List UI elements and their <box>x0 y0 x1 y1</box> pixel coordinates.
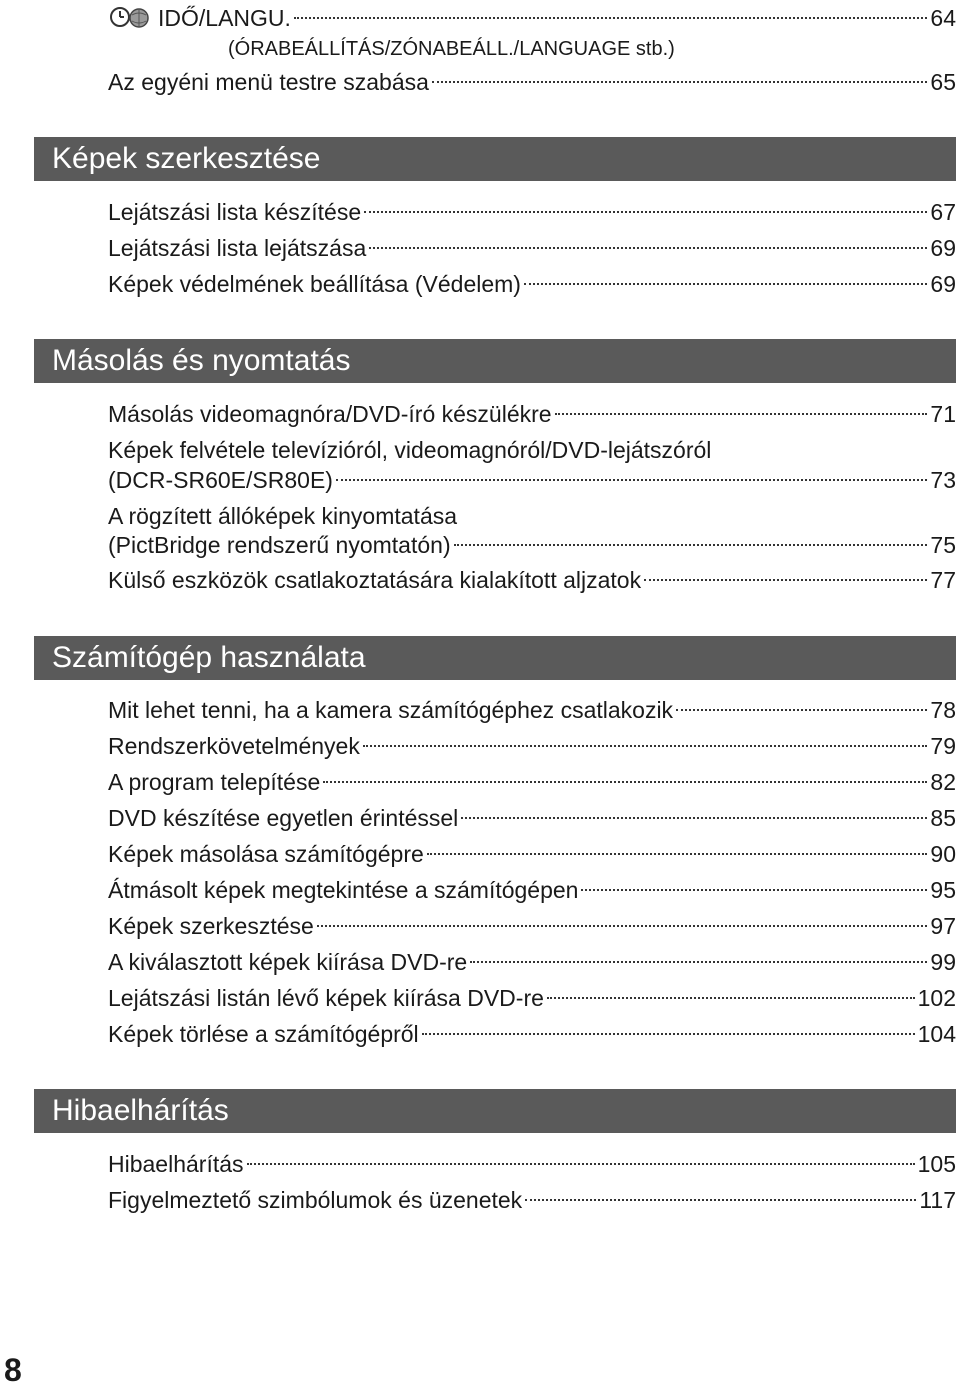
toc-entry-title: Képek törlése a számítógépről <box>108 1021 419 1047</box>
toc-dot-leader <box>336 479 927 481</box>
toc-dot-leader <box>363 745 928 747</box>
toc-page-number: 65 <box>930 69 956 95</box>
toc-dot-leader <box>525 1199 916 1201</box>
toc-page-number: 105 <box>917 1151 956 1177</box>
section-heading-masolas-es-nyomtatas: Másolás és nyomtatás <box>34 339 956 383</box>
toc-page-number: 75 <box>930 532 956 558</box>
toc-dot-leader <box>422 1033 915 1035</box>
toc-entry[interactable] <box>108 464 956 496</box>
toc-entry-title: Képek másolása számítógépre <box>108 841 424 867</box>
toc-entry-subtitle: (ÓRABEÁLLÍTÁS/ZÓNABEÁLL./LANGUAGE stb.) <box>228 38 675 60</box>
page-number: 8 <box>4 1352 22 1388</box>
toc-entry[interactable] <box>108 196 956 228</box>
toc-entry[interactable] <box>108 1148 956 1180</box>
toc-page-number: 79 <box>930 733 956 759</box>
section-heading-hibaelharitas: Hibaelhárítás <box>34 1089 956 1133</box>
toc-page-number: 69 <box>930 235 956 261</box>
toc-page-number: 99 <box>930 949 956 975</box>
toc-page-number: 90 <box>930 841 956 867</box>
section-heading-kepek-szerkesztese: Képek szerkesztése <box>34 137 956 181</box>
toc-entry[interactable] <box>108 838 956 870</box>
toc-entry-title: (DCR-SR60E/SR80E) <box>108 467 333 493</box>
toc-page-number: 117 <box>919 1187 956 1213</box>
toc-entry-title: DVD készítése egyetlen érintéssel <box>108 805 459 831</box>
toc-entry-ido-langu[interactable] <box>108 2 956 34</box>
toc-entry-title: Rendszerkövetelmények <box>108 733 360 759</box>
toc-entry[interactable] <box>108 1184 956 1216</box>
toc-entry-title: Lejátszási listán lévő képek kiírása DVD-re <box>108 985 544 1011</box>
toc-page-number: 64 <box>930 5 956 31</box>
toc-dot-leader <box>461 817 927 819</box>
toc-dot-leader <box>247 1163 915 1165</box>
toc-page-number: 82 <box>930 769 956 795</box>
toc-page-number: 85 <box>930 805 956 831</box>
toc-entry-custom-menu[interactable] <box>108 66 956 98</box>
toc-entry-title: (PictBridge rendszerű nyomtatón) <box>108 532 451 558</box>
toc-dot-leader <box>432 81 928 83</box>
toc-entry[interactable] <box>108 730 956 762</box>
toc-entry-title: A kiválasztott képek kiírása DVD-re <box>108 949 468 975</box>
toc-page-number: 73 <box>930 467 956 493</box>
toc-entry[interactable] <box>108 982 956 1014</box>
toc-entry-title: Az egyéni menü testre szabása <box>108 69 429 95</box>
toc-entry-title: IDŐ/LANGU. <box>108 2 291 34</box>
toc-entry[interactable] <box>108 694 956 726</box>
toc-dot-leader <box>454 544 928 546</box>
toc-entry[interactable] <box>108 529 956 561</box>
toc-dot-leader <box>547 997 915 999</box>
toc-page-number: 67 <box>930 199 956 225</box>
toc-entry[interactable] <box>108 564 956 596</box>
toc-dot-leader <box>555 413 928 415</box>
toc-dot-leader <box>294 17 927 19</box>
toc-entry[interactable] <box>108 910 956 942</box>
toc-dot-leader <box>644 579 927 581</box>
toc-page-number: 95 <box>930 877 956 903</box>
toc-entry-title: Mit lehet tenni, ha a kamera számítógéphez csatlakozik <box>108 697 674 723</box>
toc-page-number: 78 <box>930 697 956 723</box>
toc-page-number: 71 <box>930 401 956 427</box>
toc-entry[interactable] <box>108 232 956 264</box>
toc-entry-title-line: A rögzített állóképek kinyomtatása <box>108 503 458 529</box>
toc-entry-title: Lejátszási lista lejátszása <box>108 235 367 261</box>
toc-entry[interactable] <box>108 766 956 798</box>
toc-page-number: 77 <box>930 567 956 593</box>
toc-entry-title: A program telepítése <box>108 769 321 795</box>
toc-entry[interactable] <box>108 802 956 834</box>
toc-entry[interactable] <box>108 1018 956 1050</box>
toc-dot-leader <box>581 889 927 891</box>
toc-dot-leader <box>470 961 927 963</box>
toc-dot-leader <box>427 853 928 855</box>
toc-dot-leader <box>369 247 927 249</box>
toc-entry-title: Hibaelhárítás <box>108 1151 244 1177</box>
toc-entry-title: Figyelmeztető szimbólumok és üzenetek <box>108 1187 523 1213</box>
clock-globe-icon <box>108 4 152 30</box>
toc-page-number: 69 <box>930 271 956 297</box>
toc-dot-leader <box>364 211 927 213</box>
toc-page-number: 97 <box>930 913 956 939</box>
toc-entry[interactable] <box>108 874 956 906</box>
toc-entry-title: Képek védelmének beállítása (Védelem) <box>108 271 521 297</box>
toc-dot-leader <box>524 283 927 285</box>
toc-entry-title: Képek szerkesztése <box>108 913 314 939</box>
toc-entry-title: Külső eszközök csatlakoztatására kialakított aljzatok <box>108 567 642 593</box>
section-heading-szamitogep-hasznalata: Számítógép használata <box>34 636 956 680</box>
toc-dot-leader <box>317 925 928 927</box>
toc-entry-title: Lejátszási lista készítése <box>108 199 362 225</box>
toc-entry[interactable] <box>108 398 956 430</box>
toc-entry-title: Átmásolt képek megtekintése a számítógépen <box>108 877 579 903</box>
toc-entry-title: Másolás videomagnóra/DVD-író készülékre <box>108 401 552 427</box>
toc-entry[interactable] <box>108 946 956 978</box>
toc-page-number: 102 <box>917 985 956 1011</box>
toc-entry[interactable] <box>108 268 956 300</box>
toc-entry-title-line: Képek felvétele televízióról, videomagnóról/DVD-lejátszóról <box>108 437 712 463</box>
toc-dot-leader <box>676 709 927 711</box>
toc-page-number: 104 <box>917 1021 956 1047</box>
toc-dot-leader <box>323 781 927 783</box>
